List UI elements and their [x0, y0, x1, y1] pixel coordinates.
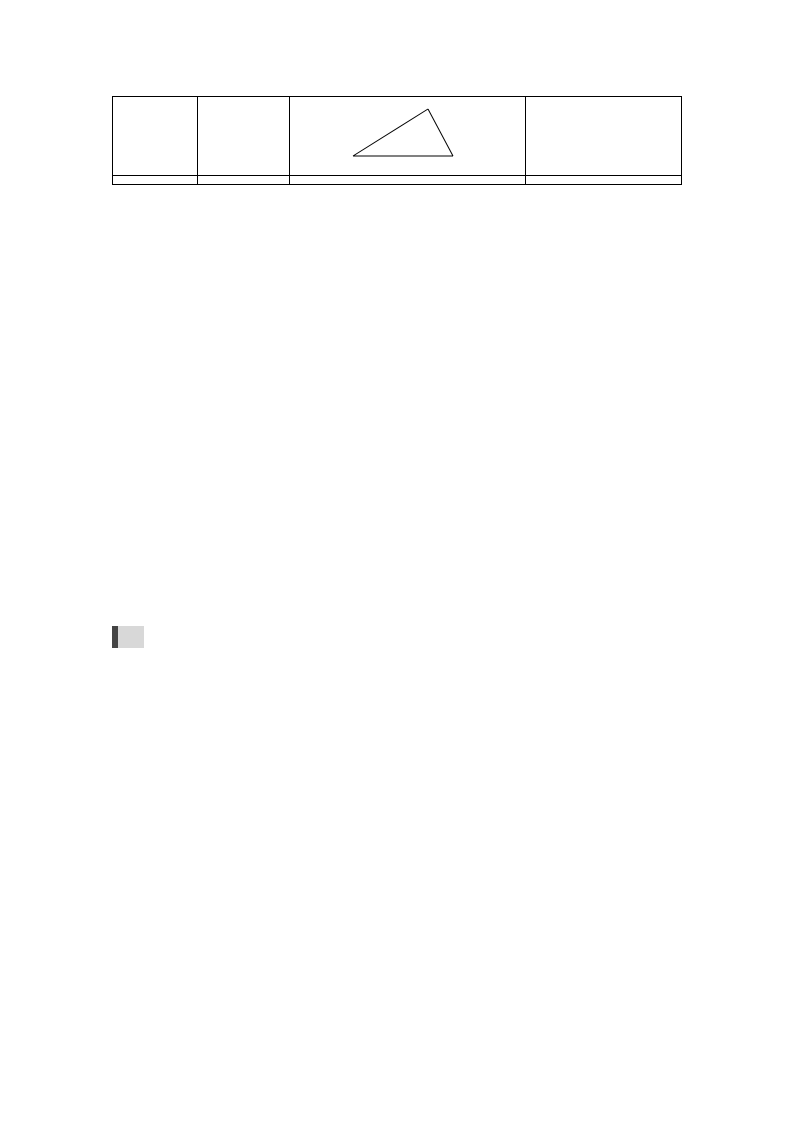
operation-description	[197, 97, 290, 176]
table-row-subtraction	[113, 97, 682, 176]
geometric-meaning-cell	[290, 97, 526, 176]
document-page	[112, 96, 682, 972]
operation-name	[113, 176, 198, 185]
hint-line	[112, 453, 682, 484]
vector-operations-table	[112, 96, 682, 185]
judgement-item	[112, 786, 682, 817]
micro-thinking	[112, 360, 682, 608]
text-line	[112, 319, 682, 350]
operation-name	[113, 97, 198, 176]
exercise-group-title	[112, 848, 682, 879]
vector-a-minus-b-segment	[428, 109, 453, 156]
judgement-item	[112, 817, 682, 848]
operation-law	[525, 97, 681, 176]
vector-b-segment	[353, 109, 428, 156]
collinearity-theorem	[112, 195, 682, 350]
text-line	[112, 288, 682, 319]
operation-description	[197, 176, 290, 185]
exercise-group-title	[112, 662, 682, 693]
text-line	[112, 257, 682, 288]
question-line	[112, 941, 682, 972]
question-line	[112, 910, 682, 941]
section-banner	[112, 626, 144, 648]
question	[112, 515, 682, 546]
section-heading	[112, 195, 682, 226]
hint-line	[112, 546, 682, 577]
table-row-scalar-multiplication	[113, 176, 682, 185]
micro-thinking-label	[112, 360, 682, 391]
question	[112, 391, 682, 422]
judgement-item	[112, 724, 682, 755]
subtraction-triangle-figure	[333, 101, 483, 171]
hint-line	[112, 422, 682, 453]
hint-line	[112, 484, 682, 515]
geometric-meaning-cell	[290, 176, 526, 185]
operation-law	[525, 176, 681, 185]
question	[112, 693, 682, 724]
text-line	[112, 226, 682, 257]
hint-line	[112, 577, 682, 608]
question-line	[112, 879, 682, 910]
judgement-item	[112, 755, 682, 786]
exercises	[112, 662, 682, 972]
